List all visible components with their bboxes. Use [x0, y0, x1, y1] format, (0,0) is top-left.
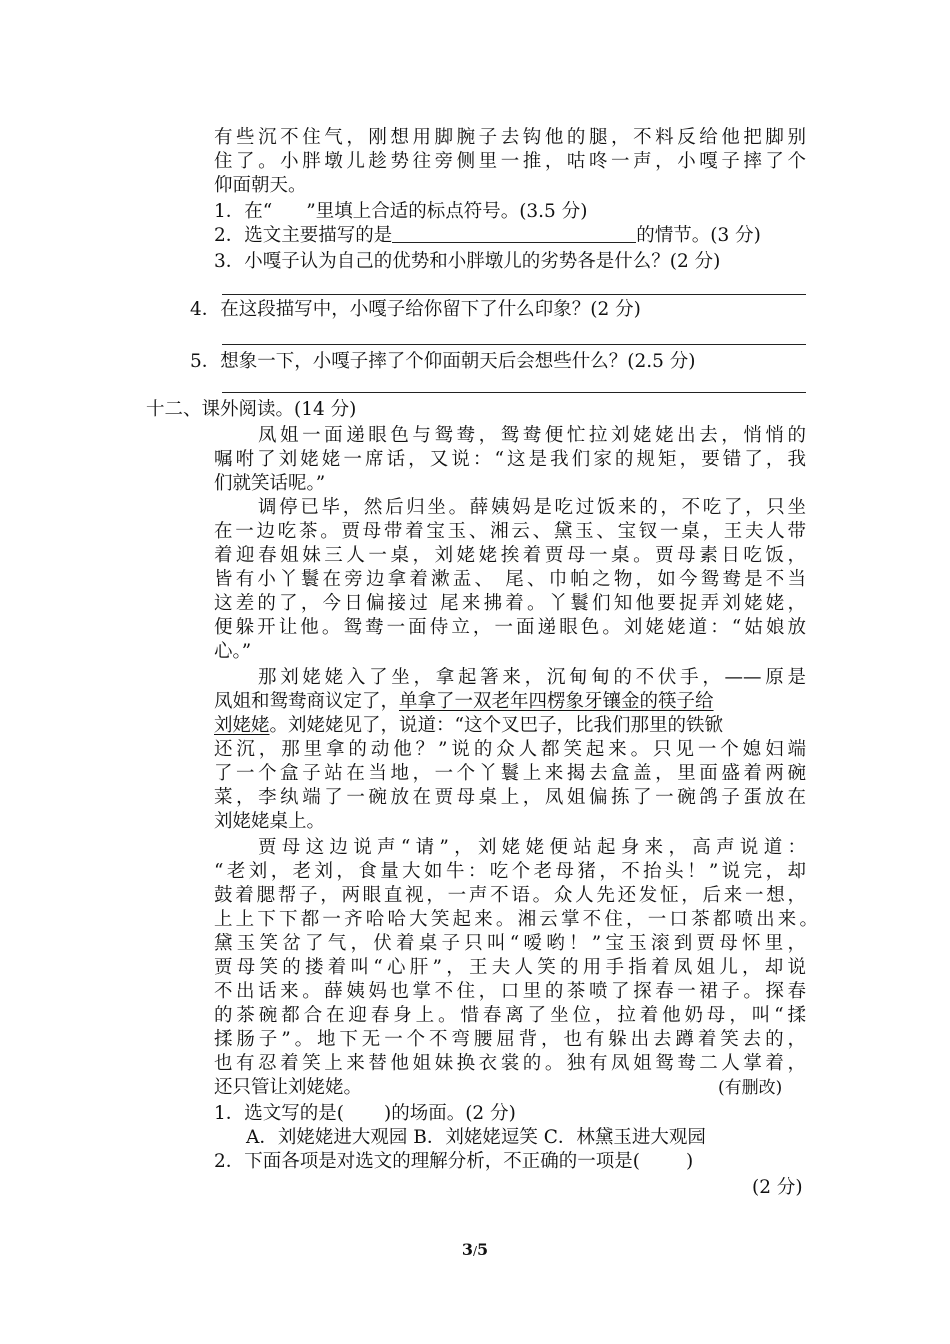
question-2: 2．下面各项是对选文的理解分析，不正确的一项是( )	[214, 1151, 694, 1172]
passage-line: 着迎春姐妹三人一桌，刘姥姥挨着贾母一桌。贾母素日吃饭，	[214, 545, 806, 566]
question-4: 4．在这段描写中，小嘎子给你留下了什么印象？(2 分)	[190, 299, 641, 320]
passage-line: 不出话来。薛姨妈也掌不住，口里的茶喷了探春一裙子。探春	[214, 981, 806, 1002]
passage-line: 凤姐和鸳鸯商议定了，单拿了一双老年四楞象牙镶金的筷子给	[214, 691, 714, 712]
passage-line: 菜，李纨端了一碗放在贾母桌上，凤姐偏拣了一碗鸽子蛋放在	[214, 787, 806, 808]
passage-line: “老刘，老刘，食量大如牛：吃个老母猪，不抬头！”说完，却	[214, 861, 806, 882]
passage-line: 黛玉笑岔了气，伏着桌子只叫“嗳哟！”宝玉滚到贾母怀里，	[214, 933, 806, 954]
passage-line: 了一个盒子站在当地，一个丫鬟上来揭去盒盖，里面盛着两碗	[214, 763, 806, 784]
answer-line-5[interactable]	[222, 392, 806, 393]
passage-line: 鼓着腮帮子，两眼直视，一声不语。众人先还发怔，后来一想，	[214, 885, 806, 906]
underlined-text: 单拿了一双老年四楞象牙镶金的筷子给	[399, 691, 714, 712]
passage-line: 便躲开让他。鸳鸯一面侍立，一面递眼色。刘姥姥道：“姑娘放	[214, 617, 806, 638]
passage-line: 心。”	[214, 641, 252, 662]
passage-line: 还只管让刘姥姥。	[214, 1077, 363, 1098]
passage-line: 这差的了，今日偏接过 尾来拂着。丫鬟们知他要捉弄刘姥姥，	[214, 593, 806, 614]
answer-line-4[interactable]	[222, 344, 806, 345]
passage-line: 在一边吃茶。贾母带着宝玉、湘云、黛玉、宝钗一桌，王夫人带	[214, 521, 806, 542]
passage-line: 贾母笑的搂着叫“心肝”，王夫人笑的用手指着凤姐儿，却说	[214, 957, 806, 978]
passage-line: 刘姥姥。刘姥姥见了，说道：“这个叉巴子，比我们那里的铁锨	[214, 715, 723, 736]
passage-line: 的茶碗都合在迎春身上。惜春离了坐位，拉着他奶母，叫“揉	[214, 1005, 806, 1026]
passage-line: 嘱咐了刘姥姥一席话，又说：“这是我们家的规矩，要错了，我	[214, 449, 806, 470]
passage-line: 仰面朝天。	[214, 175, 307, 196]
passage-line: 凤姐一面递眼色与鸳鸯，鸳鸯便忙拉刘姥姥出去，悄悄的	[258, 425, 806, 446]
passage-line: 刘姥姥桌上。	[214, 811, 326, 832]
question-5: 5．想象一下，小嘎子摔了个仰面朝天后会想些什么？(2.5 分)	[190, 351, 696, 372]
passage-line: 贾母这边说声“请”，刘姥姥便站起身来，高声说道：	[258, 837, 806, 858]
score-note: (2 分)	[752, 1177, 803, 1198]
passage-line: 揉肠子”。地下无一个不弯腰屈背，也有躲出去蹲着笑去的，	[214, 1029, 806, 1050]
question-1: 1．在“ ”里填上合适的标点符号。(3.5 分)	[214, 201, 588, 222]
passage-line: 调停已毕，然后归坐。薛姨妈是吃过饭来的，不吃了，只坐	[258, 497, 806, 518]
question-1: 1．选文写的是( )的场面。(2 分)	[214, 1103, 516, 1124]
passage-line: 有些沉不住气，刚想用脚腕子去钩他的腿，不料反给他把脚别	[214, 127, 806, 148]
passage-line: 上上下下都一齐哈哈大笑起来。湘云掌不住，一口茶都喷出来。	[214, 909, 818, 930]
question-2: 2．选文主要描写的是 的情节。(3 分)	[214, 225, 761, 246]
answer-blank[interactable]	[392, 224, 636, 243]
section-heading: 十二、课外阅读。(14 分)	[146, 399, 357, 420]
answer-options: A．刘姥姥进大观园 B．刘姥姥逗笑 C．林黛玉进大观园	[246, 1127, 706, 1148]
page-number: 3/5	[461, 1240, 489, 1259]
passage-line: 住了。小胖墩儿趁势往旁侧里一推，咕咚一声，小嘎子摔了个	[214, 151, 806, 172]
passage-line: 也有忍着笑上来替他姐妹换衣裳的。独有凤姐鸳鸯二人掌着，	[214, 1053, 806, 1074]
passage-line: 们就笑话呢。”	[214, 473, 326, 494]
passage-line: 皆有小丫鬟在旁边拿着漱盂、 尾、巾帕之物，如今鸳鸯是不当	[214, 569, 806, 590]
passage-line: 还沉，那里拿的动他？”说的众人都笑起来。只见一个媳妇端	[214, 739, 806, 760]
answer-line-3[interactable]	[222, 294, 806, 295]
question-3: 3．小嘎子认为自己的优势和小胖墩儿的劣势各是什么？(2 分)	[214, 251, 721, 272]
source-note: (有删改)	[718, 1078, 783, 1098]
underlined-text: 刘姥姥	[214, 715, 270, 736]
passage-line: 那刘姥姥入了坐，拿起箸来，沉甸甸的不伏手，——原是	[258, 667, 806, 688]
